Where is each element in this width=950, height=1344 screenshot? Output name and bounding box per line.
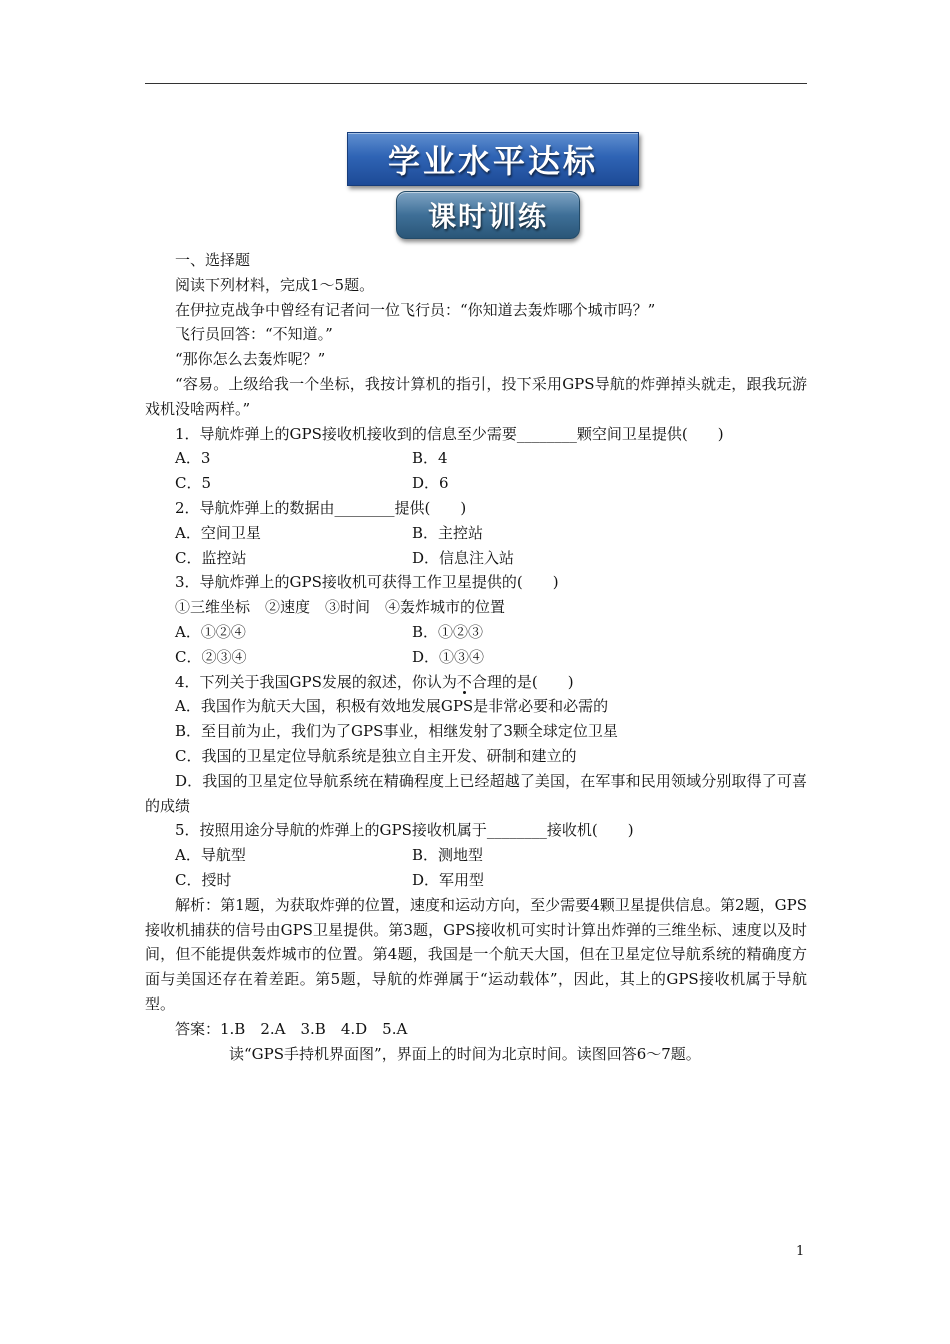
option: A．①②④ [175, 622, 246, 641]
question-stem-1: 1．导航炸弹上的GPS接收机接收到的信息至少需要________颗空间卫星提供( ) [175, 424, 724, 443]
option: B．①②③ [412, 622, 484, 641]
option: B．4 [412, 449, 448, 468]
option: A．空间卫星 [175, 523, 261, 542]
option-line: B．至目前为止，我们为了GPS事业，相继发射了3颗全球定位卫星 [175, 722, 618, 741]
option-row [145, 546, 807, 571]
stem-text: 合理的是( ) [471, 672, 574, 691]
option: D．信息注入站 [412, 548, 515, 567]
option: A．导航型 [175, 846, 246, 865]
question-choices: ①三维坐标 ②速度 ③时间 ④轰炸城市的位置 [175, 598, 506, 617]
option: C．5 [175, 474, 212, 493]
option-row [145, 645, 807, 670]
option: C．监控站 [175, 548, 247, 567]
intro-line: 飞行员回答：“不知道。” [175, 325, 333, 344]
banner-title: 学业水平达标 [347, 132, 639, 186]
page-number: 1 [796, 1244, 805, 1259]
stem-text: 4．下列关于我国GPS发展的叙述，你认为 [175, 672, 457, 691]
option-line: D．我国的卫星定位导航系统在精确程度上已经超越了美国，在军事和民用领域分别取得了可喜的成绩 [145, 771, 807, 815]
header-rule [145, 83, 807, 84]
intro-paragraph: “容易。上级给我一个坐标，我按计算机的指引，投下采用GPS导航的炸弹掉头就走，跟我玩游戏机没啥两样。” [145, 374, 807, 418]
option: A．3 [175, 449, 211, 468]
question-stem-5: 5．按照用途分导航的炸弹上的GPS接收机属于________接收机( ) [175, 821, 634, 840]
banner-subtitle: 课时训练 [396, 191, 580, 239]
question-stem-3: 3．导航炸弹上的GPS接收机可获得工作卫星提供的( ) [175, 573, 559, 592]
answer-line: 答案：1.B 2.A 3.B 4.D 5.A [175, 1019, 408, 1038]
option: D．军用型 [412, 870, 485, 889]
option: D．①③④ [412, 647, 485, 666]
option: C．授时 [175, 870, 232, 889]
option: D．6 [412, 474, 449, 493]
intro-line: 阅读下列材料，完成1～5题。 [175, 275, 375, 294]
option-line: C．我国的卫星定位导航系统是独立自主开发、研制和建立的 [175, 746, 577, 765]
analysis-paragraph: 解析：第1题，为获取炸弹的位置，速度和运动方向，至少需要4颗卫星提供信息。第2题，GPS接收机捕获的信号由GPS卫星提供。第3题，GPS接收机可实时计算出炸弹的三维坐标、速度以及时间，但不能提供轰炸城市的位置。第4题，我国是一个航天大国，但在卫星定位导航系统的精确度方面与美国还存在着差距。第5题，导航的炸弹属于“运动载体”，因此，其上的GPS接收机属于导航型。 [145, 895, 807, 1013]
option: B．主控站 [412, 523, 484, 542]
next-prompt: 读“GPS手持机界面图”，界面上的时间为北京时间。读图回答6～7题。 [229, 1044, 701, 1063]
option: C．②③④ [175, 647, 247, 666]
section-heading: 一、选择题 [175, 251, 251, 269]
intro-line: 在伊拉克战争中曾经有记者问一位飞行员：“你知道去轰炸哪个城市吗？” [175, 300, 656, 319]
option-line: A．我国作为航天大国，积极有效地发展GPS是非常必要和必需的 [175, 697, 609, 716]
option-row [145, 521, 807, 546]
option-row [145, 620, 807, 645]
intro-line: “那你怎么去轰炸呢？” [175, 350, 326, 369]
option-row [145, 843, 807, 868]
question-stem-2: 2．导航炸弹上的数据由________提供( ) [175, 498, 467, 517]
question-stem-4 [145, 670, 807, 695]
emphasis-mark: 不 [456, 672, 472, 691]
option: B．测地型 [412, 846, 484, 865]
option-row [145, 868, 807, 893]
option-row [145, 446, 807, 471]
document-body [145, 248, 807, 1066]
option-row [145, 471, 807, 496]
